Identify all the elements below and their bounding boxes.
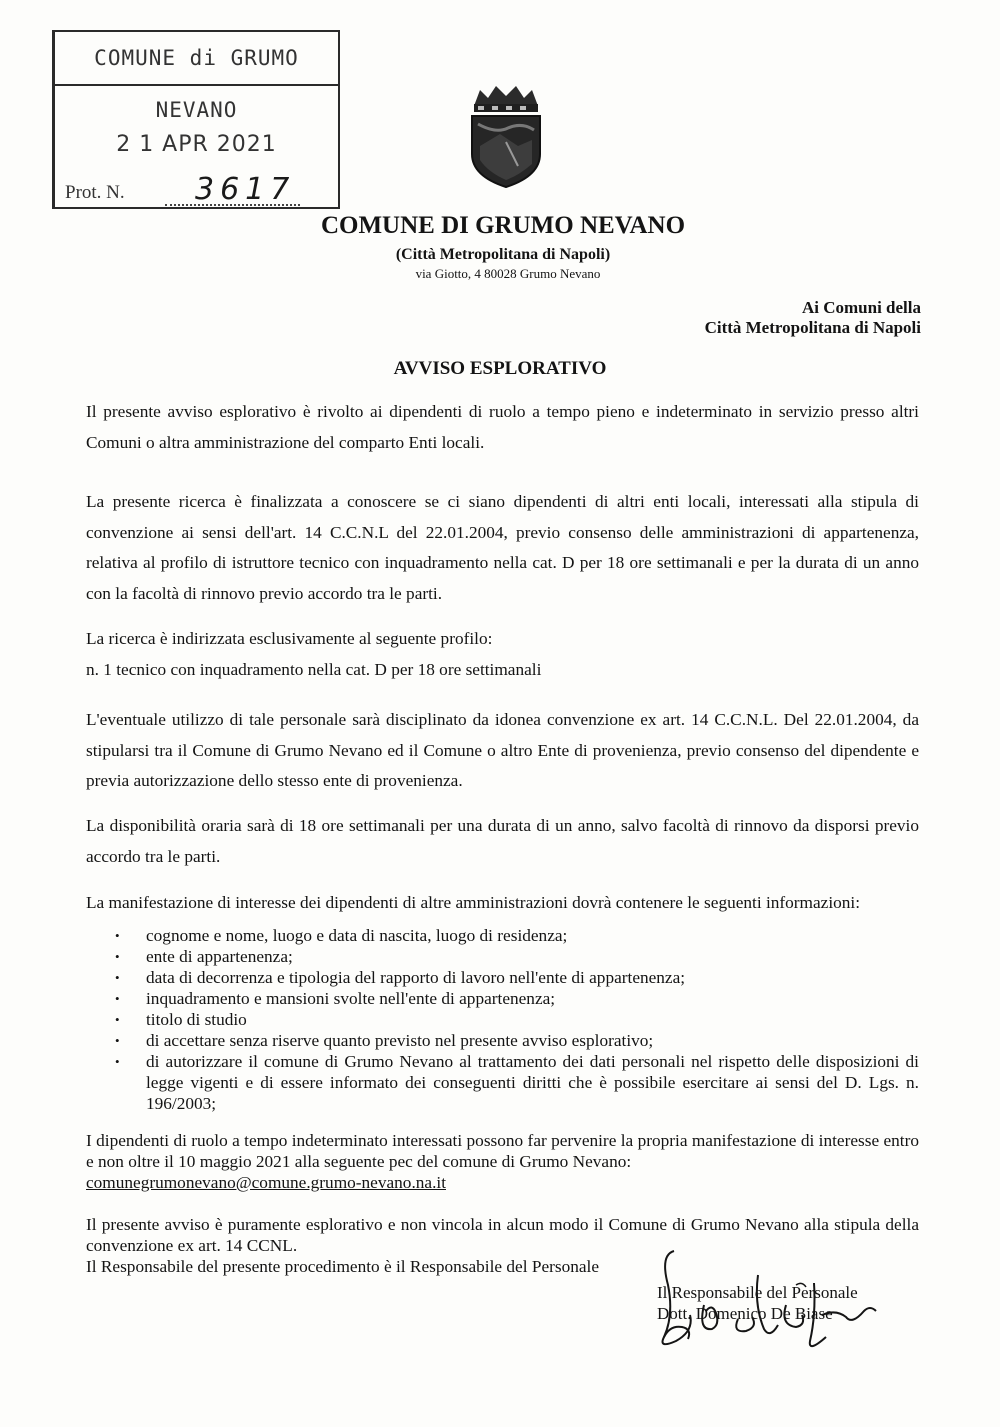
protocol-stamp (52, 30, 340, 209)
paragraph-responsible: Il Responsabile del presente procedimento è il Responsabile del Personale (86, 1257, 600, 1276)
email-line (86, 1172, 919, 1193)
list-item: • di autorizzare il comune di Grumo Nevano al trattamento dei dati personali nel rispetto delle disposizioni di legge vigenti e di essere informato dei conseguenti diritti che è possibile esercitare ai sensi del D. Lgs. n. 196/2003; (86, 1051, 919, 1114)
recipient-line-1: Ai Comuni della (801, 298, 921, 317)
handwritten-signature-icon (646, 1245, 886, 1360)
stamp-date: 2 1 APR 2021 (116, 132, 277, 157)
municipality-address: via Giotto, 4 80028 Grumo Nevano (415, 266, 601, 281)
paragraph-availability: La disponibilità oraria sarà di 18 ore settimanali per una durata di un anno, salvo facoltà di rinnovo da disporsi previo accordo tra le parti. (86, 816, 919, 866)
recipient-line-2: Città Metropolitana di Napoli (704, 318, 921, 337)
paragraph-profile-intro: La ricerca è indirizzata esclusivamente al seguente profilo: (86, 629, 493, 648)
paragraph-closing: Il presente avviso è puramente esplorativo e non vincola in alcun modo il Comune di Grumo Nevano alla stipula della convenzione ex art. 14 CCNL. (86, 1215, 919, 1255)
paragraph-purpose: La presente ricerca è finalizzata a conoscere se ci siano dipendenti di altri enti locali, interessati alla stipula di convenzione ai sensi dell'art. 14 C.C.N.L del 22.01.2004, previo consenso delle amministrazioni di appartenenza, relativa al profilo di istruttore tecnico con inquadramento nella cat. D per 18 ore settimanali e per la durata di un anno con la facoltà di rinnovo previo accordo tra le parti. (86, 492, 919, 603)
list-item: • inquadramento e mansioni svolte nell'ente di appartenenza; (86, 988, 919, 1009)
pec-email-link[interactable]: comunegrumonevano@comune.grumo-nevano.na.it (86, 1173, 446, 1192)
stamp-prot-label: Prot. N. (65, 182, 125, 203)
notice-title: AVVISO ESPLORATIVO (393, 358, 607, 379)
requirements-list (86, 925, 919, 1114)
signature-name: Dott. Domenico De Biase (657, 1304, 833, 1323)
coat-of-arms-icon (466, 84, 546, 189)
paragraph-info-intro: La manifestazione di interesse dei dipendenti di altre amministrazioni dovrà contenere le seguenti informazioni: (86, 893, 861, 912)
paragraph-deadline: I dipendenti di ruolo a tempo indeterminato interessati possono far pervenire la propria manifestazione di interesse entro e non oltre il 10 maggio 2021 alla seguente pec del comune di Grumo Nevano: (86, 1131, 919, 1171)
municipality-title: COMUNE DI GRUMO NEVANO (320, 212, 686, 239)
municipality-subtitle: (Città Metropolitana di Napoli) (395, 246, 611, 263)
paragraph-intro: Il presente avviso esplorativo è rivolto ai dipendenti di ruolo a tempo pieno e indeterminato in servizio presso altri Comuni o altra amministrazione del comparto Enti locali. (86, 402, 919, 452)
list-item: • ente di appartenenza; (86, 946, 919, 967)
list-item: • data di decorrenza e tipologia del rapporto di lavoro nell'ente di appartenenza; (86, 967, 919, 988)
recipient-block (705, 298, 921, 338)
list-item: • cognome e nome, luogo e data di nascita, luogo di residenza; (86, 925, 919, 946)
list-item: • titolo di studio (86, 1009, 919, 1030)
paragraph-profile: n. 1 tecnico con inquadramento nella cat. D per 18 ore settimanali (86, 660, 542, 679)
paragraph-usage: L'eventuale utilizzo di tale personale sarà disciplinato da idonea convenzione ex art. 14 C.C.N.L. Del 22.01.2004, da stipularsi tra il Comune di Grumo Nevano ed il Comune o altro Ente di provenienza, previo consenso del dipendente e previa autorizzazione dello stesso ente di provenienza. (86, 710, 919, 790)
stamp-office: COMUNE di GRUMO NEVANO (55, 32, 338, 86)
stamp-prot-number: 3617 (195, 172, 296, 207)
signature-role: Il Responsabile del Personale (657, 1283, 858, 1302)
list-item: • di accettare senza riserve quanto previsto nel presente avviso esplorativo; (86, 1030, 919, 1051)
